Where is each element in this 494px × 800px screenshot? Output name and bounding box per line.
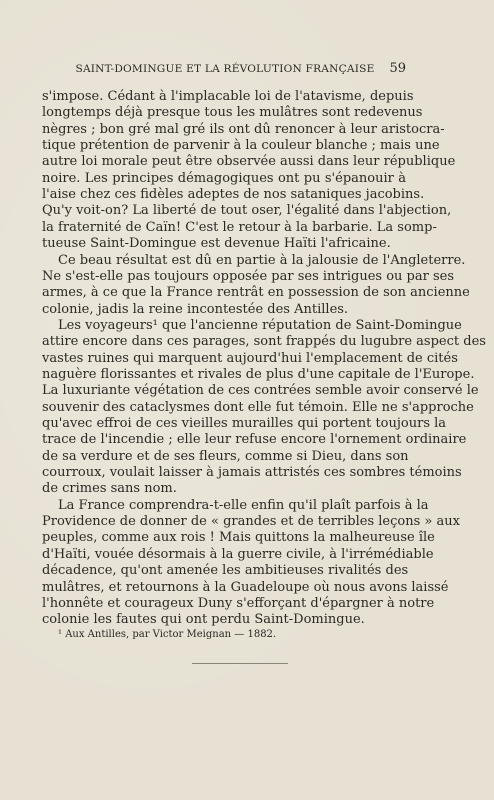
page-number: 59 [389, 61, 406, 76]
text-line: vastes ruines qui marquent aujourd'hui l'emplacement de cités [42, 350, 458, 366]
text-line: Ce beau résultat est dû en partie à la jalousie de l'Angleterre. [58, 252, 466, 268]
text-line: autre loi morale peut être observée aussi dans leur république [42, 154, 456, 170]
text-line: longtemps déjà presque tous les mulâtres sont redevenus [42, 105, 423, 121]
text-line: nègres ; bon gré mal gré ils ont dû renoncer à leur aristocra- [42, 121, 445, 137]
bottom-rule [192, 663, 288, 664]
text-line: Providence de donner de « grandes et de terribles leçons » aux [42, 514, 460, 530]
text-line: s'impose. Cédant à l'implacable loi de l'atavisme, depuis [42, 89, 414, 104]
text-line: Les voyageurs¹ que l'ancienne réputation de Saint-Domingue [58, 317, 462, 333]
text-line: colonie, jadis la reine incontestée des Antilles. [42, 301, 349, 317]
text-line: Ne s'est-elle pas toujours opposée par ses intrigues ou par ses [42, 268, 454, 284]
text-line: courroux, voulait laisser à jamais attristés ces sombres témoins [42, 465, 462, 481]
text-line: de crimes sans nom. [42, 481, 177, 497]
running-title: SAINT-DOMINGUE ET LA RÉVOLUTION FRANÇAISE [75, 63, 375, 75]
text-line: noire. Les principes démagogiques ont pu s'épanouir à [42, 170, 406, 186]
text-line: de sa verdure et de ses fleurs, comme si Dieu, dans son [42, 448, 409, 464]
text-line: qu'avec effroi de ces vieilles murailles qui portent toujours la [42, 416, 447, 431]
text-line: peuples, comme aux rois ! Mais quittons la malheureuse île [42, 530, 435, 546]
text-line: décadence, qu'ont amenée les ambitieuses rivalités des [42, 563, 409, 579]
text-line: mulâtres, et retournons à la Guadeloupe où nous avons laissé [42, 579, 449, 595]
text-line: d'Haïti, vouée désormais à la guerre civile, à l'irrémédiable [42, 546, 434, 562]
text-line: naguère florissantes et rivales de plus d'une capitale de l'Europe. [42, 366, 475, 382]
text-line: tique prétention de parvenir à la couleur blanche ; mais une [42, 138, 440, 154]
text-line: armes, à ce que la France rentrât en possession de son ancienne [42, 285, 470, 301]
text-line: la fraternité de Caïn! C'est le retour à la barbarie. La somp- [42, 219, 437, 235]
text-line: trace de l'incendie ; elle leur refuse encore l'ornement ordinaire [42, 432, 467, 448]
text-line: souvenir des cataclysmes dont elle fut témoin. Elle ne s'approche [42, 399, 474, 415]
footnote: ¹ Aux Antilles, par Victor Meignan — 1882. [58, 629, 277, 640]
text-line: l'aise chez ces fidèles adeptes de nos sataniques jacobins. [42, 187, 425, 203]
text-line: Qu'y voit-on? La liberté de tout oser, l'égalité dans l'abjection, [42, 203, 452, 219]
text-line: colonie les fautes qui ont perdu Saint-Domingue. [42, 612, 365, 628]
text-line: tueuse Saint-Domingue est devenue Haïti l'africaine. [42, 236, 391, 252]
text-line: La France comprendra-t-elle enfin qu'il plaît parfois à la [58, 497, 429, 513]
text-line: attire encore dans ces parages, sont frappés du lugubre aspect des [42, 334, 486, 350]
text-line: l'honnête et courageux Duny s'efforçant d'épargner à notre [42, 595, 435, 611]
text-line: La luxuriante végétation de ces contrées semble avoir conservé le [42, 383, 479, 399]
